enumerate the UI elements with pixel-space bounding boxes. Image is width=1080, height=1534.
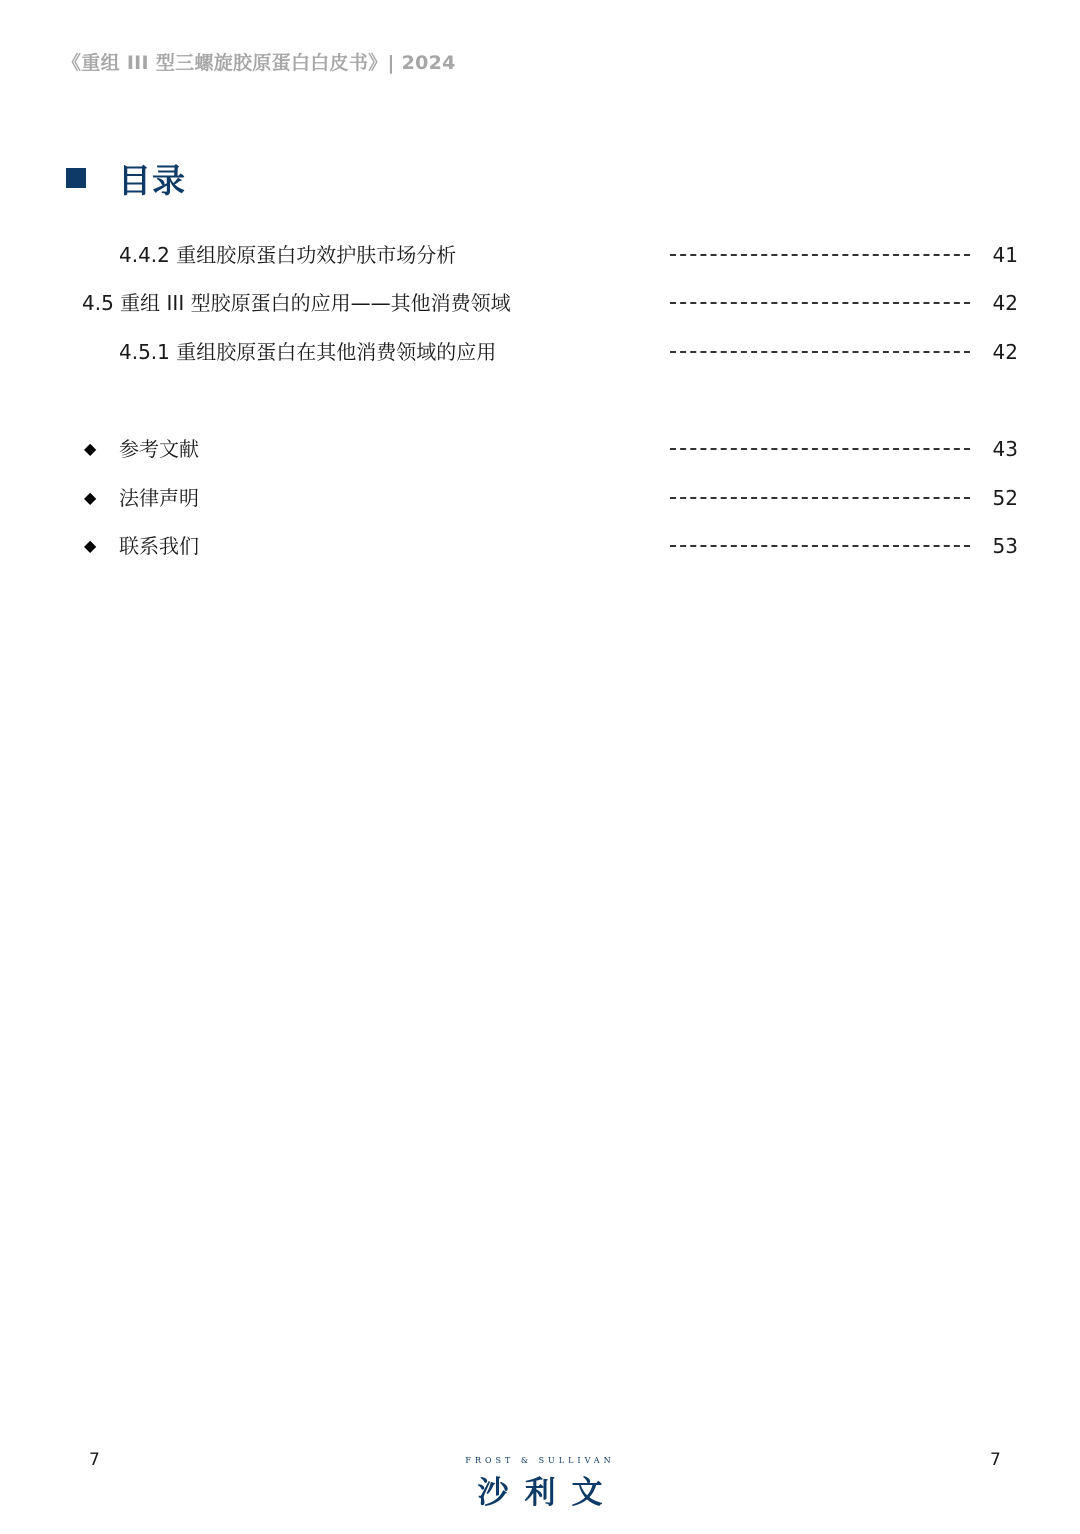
toc-dotted-leader: [670, 351, 970, 353]
diamond-bullet-icon: ◆: [84, 439, 97, 458]
diamond-bullet-icon: ◆: [84, 536, 97, 555]
toc-entry-label: 4.5 重组 III 型胶原蛋白的应用——其他消费领域: [82, 291, 511, 315]
toc-dotted-leader: [670, 497, 970, 499]
frost-sullivan-logo: [440, 1456, 640, 1510]
toc-entry-4-5-1[interactable]: [0, 336, 1080, 368]
toc-dotted-leader: [670, 302, 970, 304]
toc-entry-label: 4.4.2 重组胶原蛋白功效护肤市场分析: [119, 243, 457, 267]
toc-entry-page: 42: [992, 291, 1018, 315]
toc-entry-page: 53: [992, 534, 1018, 558]
toc-heading: [66, 158, 186, 198]
toc-entry-legal-notice[interactable]: [0, 482, 1080, 514]
toc-entry-label: 联系我们: [119, 534, 199, 558]
document-header-title: 《重组 III 型三螺旋胶原蛋白白皮书》| 2024: [62, 52, 456, 74]
toc-entry-page: 52: [992, 486, 1018, 510]
toc-dotted-leader: [670, 448, 970, 450]
toc-dotted-leader: [670, 254, 970, 256]
toc-heading-text: 目录: [118, 160, 186, 200]
toc-entry-page: 42: [992, 340, 1018, 364]
toc-entry-4-5[interactable]: [0, 287, 1080, 319]
heading-square-icon: [66, 168, 86, 188]
toc-entry-label: 4.5.1 重组胶原蛋白在其他消费领域的应用: [119, 340, 497, 364]
diamond-bullet-icon: ◆: [84, 488, 97, 507]
logo-english-text: FROST & SULLIVAN: [465, 1456, 615, 1465]
page-number-left: 7: [89, 1450, 100, 1470]
toc-entry-4-4-2[interactable]: [0, 239, 1080, 271]
toc-entry-page: 41: [992, 243, 1018, 267]
toc-entry-contact-us[interactable]: [0, 530, 1080, 562]
toc-entry-page: 43: [992, 437, 1018, 461]
logo-chinese-text: 沙利文: [477, 1475, 619, 1511]
toc-entry-references[interactable]: [0, 433, 1080, 465]
toc-entry-label: 参考文献: [119, 437, 199, 461]
toc-dotted-leader: [670, 545, 970, 547]
page-number-right: 7: [990, 1450, 1001, 1470]
toc-entry-label: 法律声明: [119, 486, 199, 510]
